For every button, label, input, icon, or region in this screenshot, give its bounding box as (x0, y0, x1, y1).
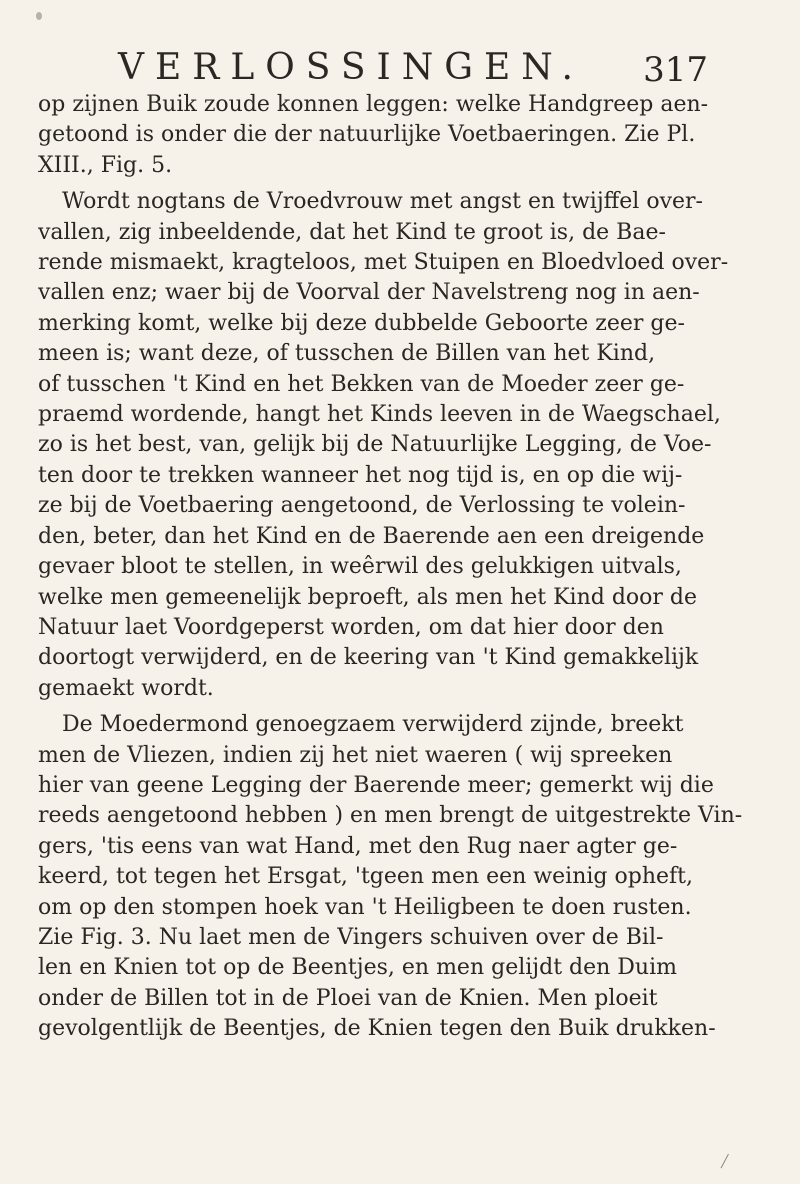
text-line: gevaer bloot te stellen, in weêrwil des gelukkigen uitvals, (38, 554, 682, 580)
text-line: welke men gemeenelijk beproeft, als men het Kind door de (38, 584, 698, 610)
text-line: onder de Billen tot in de Ploei van de Knien. Men ploeit (38, 985, 658, 1011)
paragraph-1 (38, 90, 754, 181)
stray-mark (721, 1154, 733, 1170)
text-line: Wordt nogtans de Vroedvrouw met angst en twijffel over- (62, 189, 703, 215)
text-line: keerd, tot tegen het Ersgat, 'tgeen men een weinig opheft, (38, 864, 693, 890)
page-header (118, 46, 708, 90)
running-head: VERLOSSINGEN. (118, 47, 584, 88)
text-line: den, beter, dan het Kind en de Baerende aen een dreigende (38, 523, 705, 549)
text-line: getoond is onder die der natuurlijke Voetbaeringen. Zie Pl. (38, 122, 696, 148)
text-line: gers, 'tis eens van wat Hand, met den Rug naer agter ge- (38, 833, 678, 859)
text-line: zo is het best, van, gelijk bij de Natuurlijke Legging, de Voe- (38, 432, 712, 458)
text-line: ten door te trekken wanneer het nog tijd is, en op die wij- (38, 462, 683, 488)
text-line: reeds aengetoond hebben ) en men brengt de uitgestrekte Vin- (38, 803, 743, 829)
text-line: ze bij de Voetbaering aengetoond, de Verlossing te volein- (38, 493, 686, 519)
paragraph-2 (38, 187, 754, 704)
text-line: gevolgentlijk de Beentjes, de Knien tegen den Buik drukken- (38, 1016, 716, 1042)
text-line: of tusschen 't Kind en het Bekken van de Moeder zeer ge- (38, 371, 685, 397)
text-line: hier van geene Legging der Baerende meer; gemerkt wij die (38, 772, 714, 798)
text-line: praemd wordende, hangt het Kinds leeven in de Waegschael, (38, 402, 721, 428)
text-line: rende mismaekt, kragteloos, met Stuipen en Bloedvloed over- (38, 250, 729, 276)
text-line: De Moedermond genoegzaem verwijderd zijnde, breekt (62, 712, 684, 738)
text-line: XIII., Fig. 5. (38, 152, 173, 178)
text-line: len en Knien tot op de Beentjes, en men gelijdt den Duim (38, 955, 677, 981)
body-text (38, 90, 754, 1045)
text-line: men de Vliezen, indien zij het niet waeren ( wij spreeken (38, 742, 673, 768)
page-number: 317 (643, 50, 708, 90)
text-line: vallen enz; waer bij de Voorval der Navelstreng nog in aen- (38, 280, 700, 306)
text-line: meen is; want deze, of tusschen de Billen van het Kind, (38, 341, 656, 367)
text-line: Natuur laet Voordgeperst worden, om dat hier door den (38, 614, 664, 640)
text-line: gemaekt wordt. (38, 675, 214, 701)
text-line: Zie Fig. 3. Nu laet men de Vingers schuiven over de Bil- (38, 924, 664, 950)
text-line: doortogt verwijderd, en de keering van 't Kind gemakkelijk (38, 645, 699, 671)
ink-spot (36, 12, 42, 20)
text-line: op zijnen Buik zoude konnen leggen: welke Handgreep aen- (38, 92, 709, 117)
paragraph-3 (38, 710, 754, 1044)
text-line: om op den stompen hoek van 't Heiligbeen te doen rusten. (38, 894, 692, 920)
text-line: merking komt, welke bij deze dubbelde Geboorte zeer ge- (38, 310, 685, 336)
text-line: vallen, zig inbeeldende, dat het Kind te groot is, de Bae- (38, 219, 666, 245)
